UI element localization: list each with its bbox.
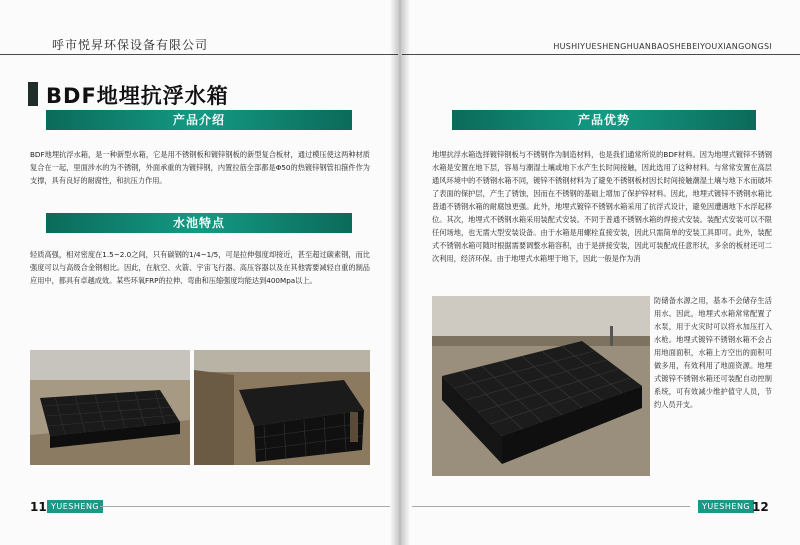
footer-rule-right <box>412 506 690 507</box>
section-band-product-advantages <box>452 110 756 130</box>
footer-rule-left <box>100 506 390 507</box>
page-number-left: 11 <box>30 500 47 514</box>
page-title: BDF地埋抗浮水箱 <box>46 84 229 108</box>
section-band-pool-features <box>46 213 352 233</box>
page-number-right: 12 <box>752 500 769 514</box>
section-band-product-intro <box>46 110 352 130</box>
advantages-paragraph-side: 防储备水源之用，基本不会储存生活用水。因此，地埋式水箱常常配置了水泵，用于火灾时可以将水加压打入水枪。地埋式镀锌不锈钢水箱不会占用地面面积，水箱上方空出的面积可做多用，有效利用了地面资源。地埋式镀锌不锈钢水箱还可装配自动控制系统，可有效减少维护值守人员，节约人员开支。 <box>654 296 772 409</box>
pool-features-paragraph: 轻质高强，相对密度在1.5~2.0之间，只有碳钢的1/4~1/5，可是拉伸强度却接近，甚至超过碳素钢，而比强度可以与高级合金钢相比。因此，在航空、火箭、宇宙飞行器、高压容器以及在其他需要减轻自重的制品应用中，都具有卓越成效。某些环氧FRP的拉伸、弯曲和压缩强度均能达到400Mpa以上。 <box>30 250 370 285</box>
title-accent-bar <box>28 82 38 106</box>
header-company-pinyin: HUSHIYUESHENGHUANBAOSHEBEIYOUXIANGONGSI <box>553 42 772 51</box>
book-gutter-shadow <box>390 0 410 545</box>
right-page <box>402 0 800 545</box>
advantages-paragraph: 地埋抗浮水箱选择镀锌钢板与不锈钢作为制造材料，也是我们通常所说的BDF材料。因为地埋式镀锌不锈钢水箱是安置在地下层，容易与潮湿土壤或地下水产生长时间接触，因此选用了这种材料。与常常安置在高层通风环境中的不锈钢水箱不同，镀锌不锈钢材料为了避免不锈钢板材因长时间接触潮湿土壤与地下水而破坏了表面的保护层，产生了锈蚀，因而在不锈钢的基础上增加了保护锌材料。因此，地埋式镀锌不锈钢水箱比普通不锈钢水箱的耐腐蚀更强。此外，地埋式镀锌不锈钢水箱采用了抗浮式设计，避免因遭遇地下水浮起移位。其次，地埋式不锈钢水箱采用装配式安装。不同于普通不锈钢水箱的焊接式安装。装配式安装可以不限任何场地，也无需大型安装设备。由于水箱是用螺栓直接安装，因此只需简单的安装工具即可。此外，装配式不锈钢水箱可随时根据需要调整水箱容积，由于是拼接安装，因此可装配成任意形状，多余的板材还可二次利用，经济环保。由于地埋式水箱埋于地下，因此一般是作为消 <box>432 150 772 263</box>
header-rule-right <box>402 54 800 55</box>
brand-badge-left: YUESHENG <box>47 500 103 513</box>
section-heading-pool-features: 水池特点 <box>172 216 225 230</box>
section-heading-product-advantages: 产品优势 <box>577 113 630 127</box>
company-name: 呼市悦昇环保设备有限公司 <box>52 38 209 52</box>
tank-photo-3 <box>432 296 650 476</box>
tank-photo-1 <box>30 350 190 465</box>
product-intro-paragraph: BDF地埋抗浮水箱，是一种新型水箱，它是用不锈钢板和镀锌钢板的新型复合板材，通过模压使这两种材质复合在一起，里面涉水的为不锈钢，外面承重的为镀锌钢，内置拉筋全部都是Φ50的热镀锌钢管扣箍件作为支撑，具有良好的耐腐性，和抗压力作用。 <box>30 150 370 185</box>
section-heading-product-intro: 产品介绍 <box>172 113 225 127</box>
brand-badge-right: YUESHENG <box>698 500 754 513</box>
header-rule-left <box>0 54 398 55</box>
left-page <box>0 0 398 545</box>
tank-photo-2 <box>194 350 370 465</box>
